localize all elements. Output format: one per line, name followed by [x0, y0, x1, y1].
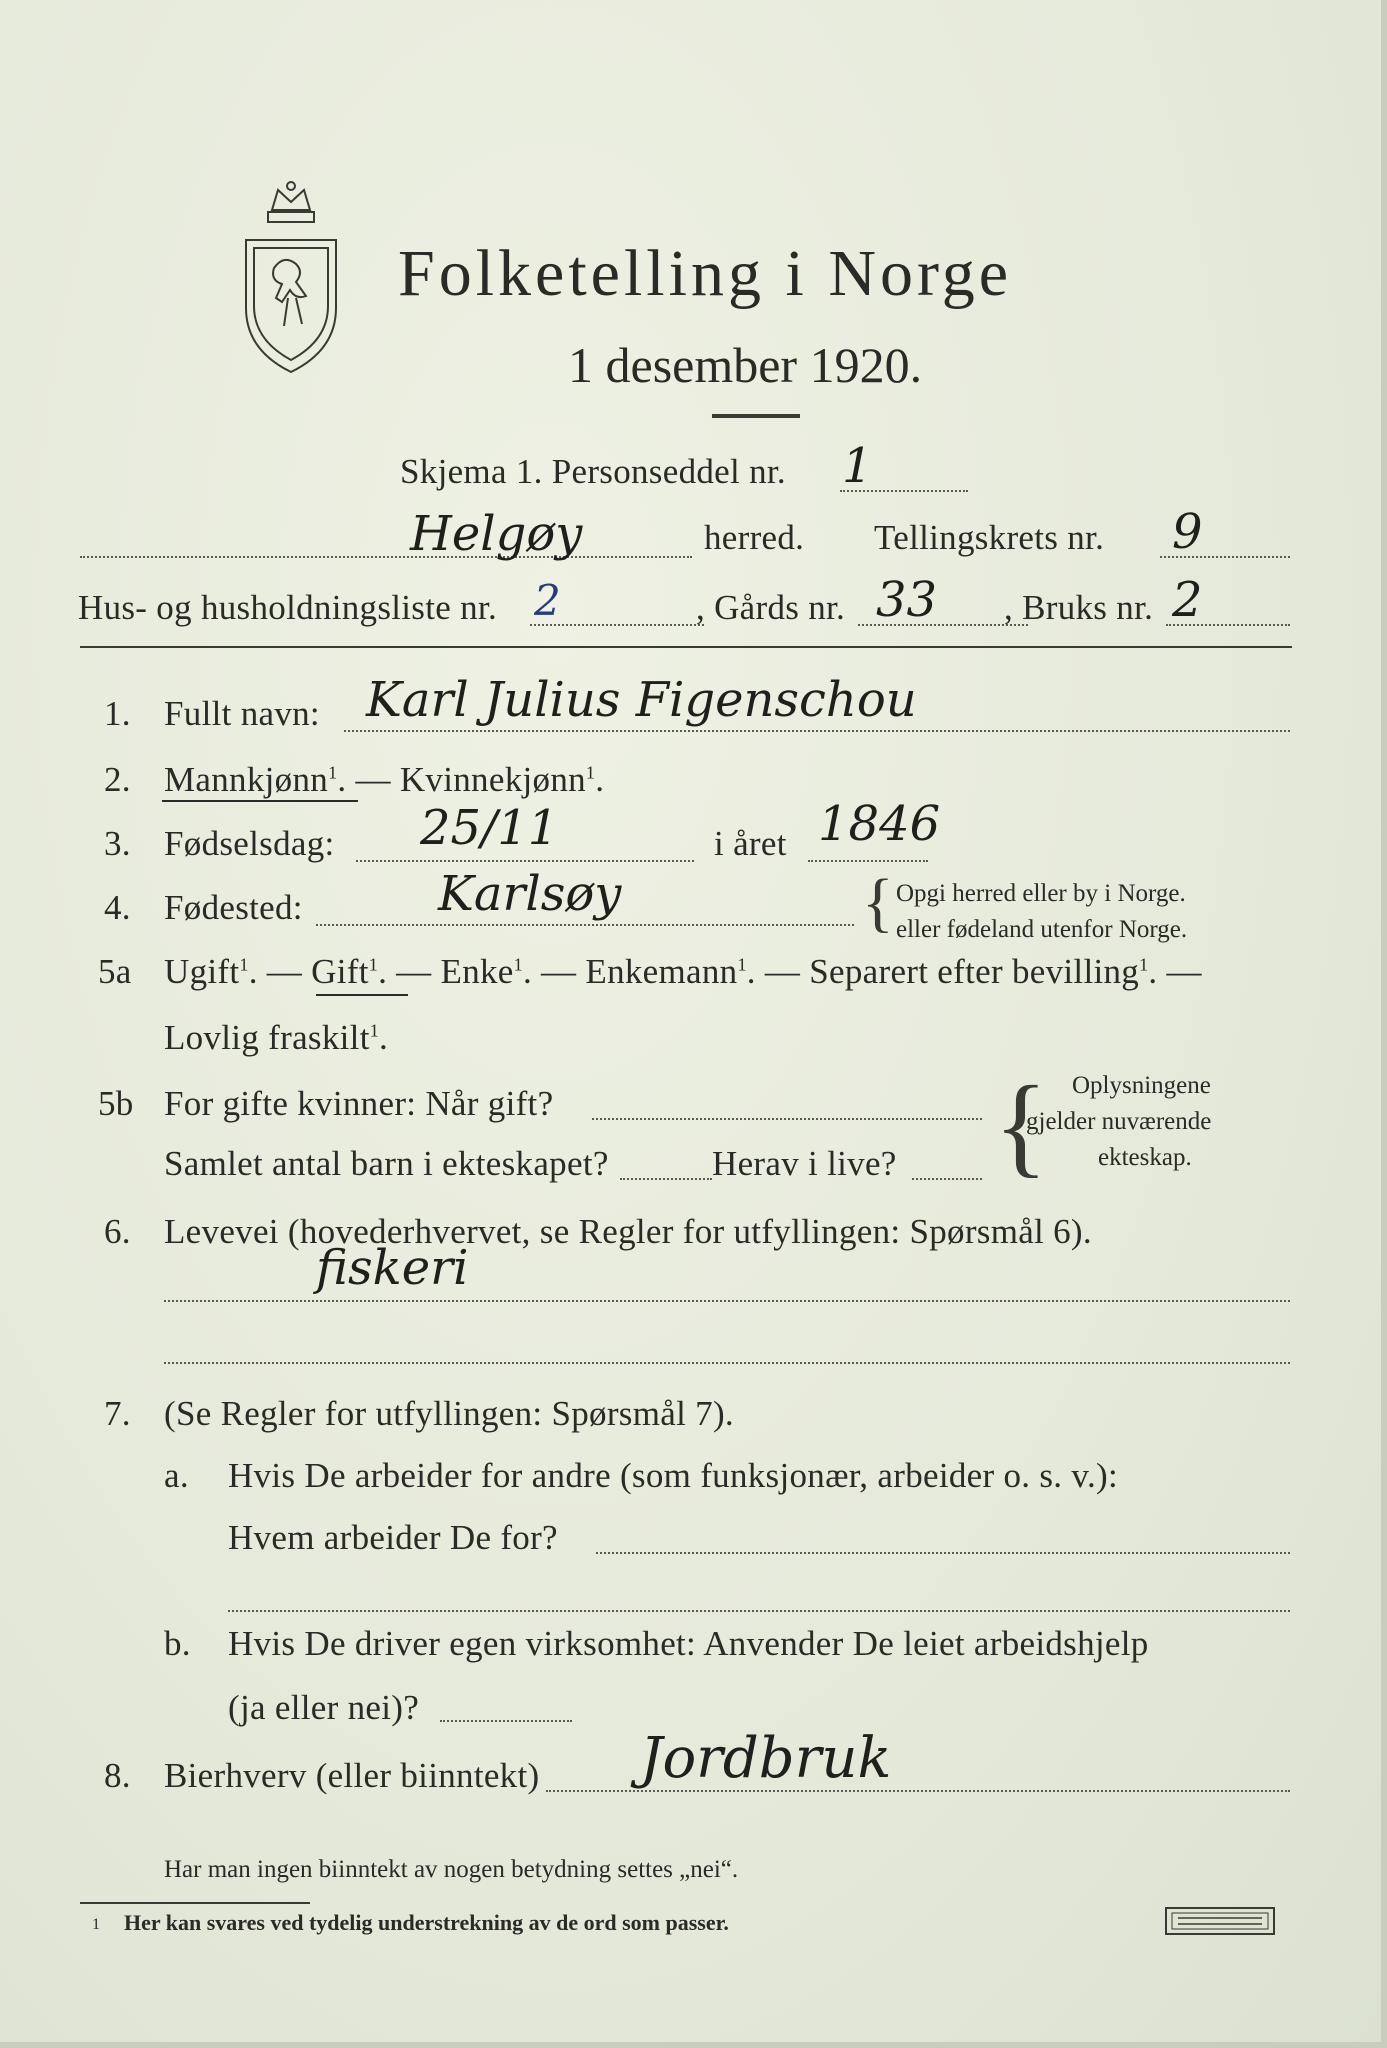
- q7a-label-2: Hvem arbeider De for?: [228, 1518, 558, 1557]
- secondary-occupation-value[interactable]: Jordbruk: [640, 1726, 892, 1791]
- year-label: i året: [714, 824, 787, 863]
- gards-label: , Gårds nr.: [696, 588, 846, 627]
- year-line: [808, 860, 928, 862]
- q6-line-2: [164, 1362, 1290, 1364]
- q4-note-2: eller fødeland utenfor Norge.: [896, 916, 1188, 943]
- bruks-label: , Bruks nr.: [1004, 588, 1154, 627]
- q4-number: 4.: [104, 888, 131, 927]
- superscript: 1: [328, 762, 338, 783]
- herred-label: herred.: [704, 518, 805, 557]
- tellingskrets-number[interactable]: 9: [1172, 504, 1203, 560]
- q5b-number: 5b: [98, 1084, 134, 1123]
- form-title: Folketelling i Norge: [398, 237, 1013, 310]
- q3-label: Fødselsdag:: [164, 824, 335, 863]
- norwegian-coat-of-arms-icon: [232, 178, 350, 378]
- herred-value[interactable]: Helgøy: [410, 506, 583, 562]
- q5a-row: Ugift$^1$. — Gift$^1$. — Enke$^1$. — Enkemann$^1$. — Separert efter bevilling$^1$. —: [164, 952, 1202, 991]
- q2-end: .: [595, 760, 605, 799]
- superscript: 1: [1139, 954, 1149, 975]
- form-date: 1 desember 1920.: [568, 337, 923, 393]
- q5a-row-2: Lovlig fraskilt$^1$.: [164, 1018, 389, 1057]
- ugift-option[interactable]: Ugift: [164, 952, 240, 991]
- q5b-note-3: ekteskap.: [1098, 1144, 1192, 1171]
- q5b-brace: {: [994, 1064, 1048, 1188]
- q2-row: [164, 760, 604, 800]
- q7a-line-1: [596, 1552, 1290, 1554]
- q1-line: [344, 730, 1290, 732]
- q7a-number: a.: [164, 1456, 189, 1495]
- q7b-line: [440, 1720, 572, 1722]
- q7-number: 7.: [104, 1394, 131, 1433]
- superscript: 1: [737, 954, 747, 975]
- q3-line: [356, 860, 694, 862]
- superscript: 1: [585, 762, 596, 783]
- q5b-line-3: [912, 1178, 982, 1180]
- gift-option[interactable]: Gift: [311, 952, 369, 991]
- gards-number[interactable]: 33: [876, 572, 938, 628]
- q5b-line-1: [592, 1118, 982, 1120]
- q7b-label-2: (ja eller nei)?: [228, 1688, 420, 1727]
- superscript: 1: [513, 954, 523, 975]
- q2-number: 2.: [104, 760, 131, 799]
- enke-option[interactable]: Enke: [440, 952, 514, 991]
- lovlig-fraskilt-option[interactable]: Lovlig fraskilt: [164, 1018, 370, 1057]
- q6-line-1: [164, 1300, 1290, 1302]
- header-rule: [80, 646, 1292, 648]
- q7b-number: b.: [164, 1624, 191, 1663]
- superscript: 1: [368, 954, 379, 975]
- full-name-value[interactable]: Karl Julius Figenschou: [366, 672, 917, 728]
- q5b-label-1: For gifte kvinner: Når gift?: [164, 1084, 554, 1123]
- mannkjonn-underline: [162, 800, 358, 802]
- q3-number: 3.: [104, 824, 131, 863]
- q5a-number: 5a: [98, 952, 132, 991]
- skjema-label: Skjema 1. Personseddel nr.: [400, 452, 786, 491]
- occupation-value[interactable]: fiskeri: [316, 1240, 469, 1296]
- birthplace-value[interactable]: Karlsøy: [438, 866, 622, 922]
- footnote-mark: 1: [92, 1916, 100, 1933]
- no-income-note: Har man ingen biinntekt av nogen betydning settes „nei“.: [164, 1856, 739, 1883]
- q5b-note-2: gjelder nuværende: [1026, 1108, 1212, 1135]
- superscript: 1: [369, 1020, 380, 1041]
- q6-label: Levevei (hovederhvervet, se Regler for utfyllingen: Spørsmål 6).: [164, 1212, 1092, 1251]
- q7a-line-2: [228, 1610, 1290, 1612]
- q1-label: Fullt navn:: [164, 694, 320, 733]
- q8-label: Bierhverv (eller biinntekt): [164, 1756, 540, 1795]
- q6-number: 6.: [104, 1212, 131, 1251]
- q4-line: [316, 924, 854, 926]
- q4-label: Fødested:: [164, 888, 303, 927]
- bruks-number[interactable]: 2: [1172, 572, 1203, 628]
- personseddel-number[interactable]: 1: [842, 438, 873, 494]
- mannkjonn-option[interactable]: Mannkjønn: [164, 760, 329, 799]
- q7a-label: Hvis De arbeider for andre (som funksjonær, arbeider o. s. v.):: [228, 1456, 1118, 1495]
- birthday-value[interactable]: 25/11: [420, 800, 559, 856]
- q5b-note-1: Oplysningene: [1072, 1072, 1211, 1099]
- separert-option[interactable]: Separert efter bevilling: [809, 952, 1140, 991]
- q4-brace: {: [862, 866, 894, 939]
- q1-number: 1.: [104, 694, 131, 733]
- q5b-line-2: [620, 1178, 712, 1180]
- q8-number: 8.: [104, 1756, 131, 1795]
- birth-year-value[interactable]: 1846: [818, 796, 941, 852]
- q7-label: (Se Regler for utfyllingen: Spørsmål 7).: [164, 1394, 734, 1433]
- husholdningsliste-number[interactable]: 2: [534, 576, 561, 625]
- printer-stamp-icon: [1164, 1906, 1276, 1936]
- herred-line: [80, 556, 692, 558]
- enkemann-option[interactable]: Enkemann: [585, 952, 738, 991]
- footnote-rule: [80, 1902, 310, 1904]
- q5b-label-3: Herav i live?: [712, 1144, 897, 1183]
- title-divider: [712, 414, 800, 418]
- husholdningsliste-label: Hus- og husholdningsliste nr.: [78, 588, 497, 627]
- q5b-label-2: Samlet antal barn i ekteskapet?: [164, 1144, 609, 1183]
- q7b-label: Hvis De driver egen virksomhet: Anvender De leiet arbeidshjelp: [228, 1624, 1149, 1663]
- gift-underline: [316, 994, 408, 996]
- superscript: 1: [239, 954, 249, 975]
- q4-note-1: Opgi herred eller by i Norge.: [896, 880, 1186, 907]
- tellingskrets-label: Tellingskrets nr.: [874, 518, 1105, 557]
- kvinnekjonn-option[interactable]: Kvinnekjønn: [399, 760, 586, 799]
- q2-separator: . —: [337, 760, 400, 799]
- footnote-text: Her kan svares ved tydelig understrekning av de ord som passer.: [124, 1910, 729, 1935]
